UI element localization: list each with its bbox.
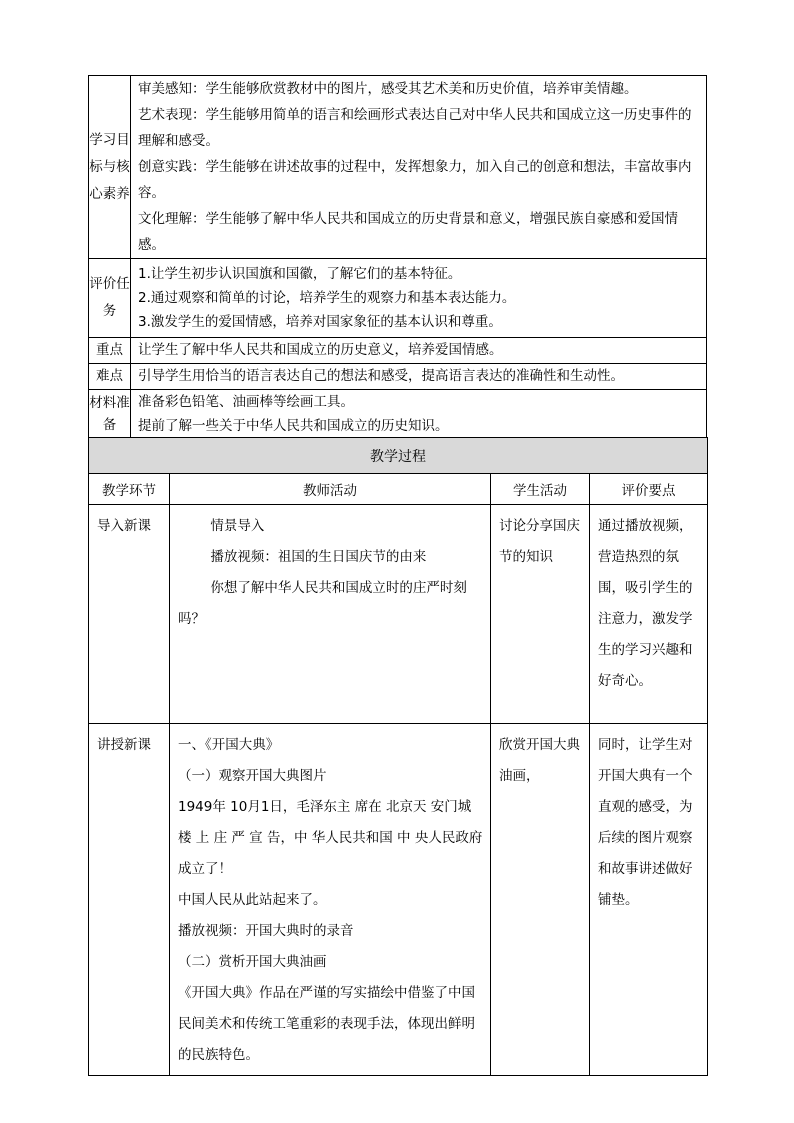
teaching-process-table: [88, 437, 708, 1076]
teacher-line: 1949年 10月1日，毛泽东主 席在 北京天 安门城 楼 上 庄 严 宣 告，中 华人民共和国 中 央人民政府 成立了！: [178, 799, 483, 877]
objective-line: 艺术表现：学生能够用简单的语言和绘画形式表达自己对中华人民共和国成立这一历史事件的理解和感受。: [138, 107, 692, 149]
student-activity-cell: 欣赏开国大典油画，: [491, 724, 590, 1076]
teacher-line: 情景导入: [210, 518, 265, 534]
column-header-student: 学生活动: [491, 474, 590, 505]
materials-line: 提前了解一些关于中华人民共和国成立的历史知识。: [138, 418, 449, 434]
teacher-activity-cell: [170, 724, 491, 1076]
teacher-activity-cell: [170, 505, 491, 724]
evaluation-line: 3.激发学生的爱国情感，培养对国家象征的基本认识和尊重。: [138, 314, 502, 330]
teacher-line: 你想了解中华人民共和国成立时的庄严时刻吗？: [178, 580, 467, 627]
objective-line: 文化理解：学生能够了解中华人民共和国成立的历史背景和意义，增强民族自豪感和爱国情感。: [138, 211, 678, 253]
materials-label: 材料准备: [89, 390, 131, 439]
difficulty-label: 难点: [89, 364, 131, 390]
key-point-row: [89, 338, 707, 364]
objectives-label: 学习目标与核心素养: [89, 76, 131, 259]
teacher-line: 播放视频：祖国的生日国庆节的由来: [210, 549, 427, 565]
evaluation-label: 评价任务: [89, 259, 131, 338]
objectives-content: [131, 76, 707, 259]
table-row: [89, 724, 708, 1076]
materials-row: [89, 390, 707, 439]
key-point-text: 让学生了解中华人民共和国成立的历史意义，培养爱国情感。: [131, 338, 707, 364]
materials-content: [131, 390, 707, 439]
column-header-stage: 教学环节: [89, 474, 170, 505]
evaluation-line: 1.让学生初步认识国旗和国徽，了解它们的基本特征。: [138, 266, 462, 282]
evaluation-line: 2.通过观察和简单的讨论，培养学生的观察力和基本表达能力。: [138, 290, 516, 306]
student-activity-cell: 讨论分享国庆节的知识: [491, 505, 590, 724]
process-title-row: [89, 438, 708, 474]
evaluation-row: [89, 259, 707, 338]
teacher-line: （一）观察开国大典图片: [178, 768, 327, 784]
teacher-line: 播放视频：开国大典时的录音: [178, 923, 354, 939]
column-header-eval: 评价要点: [590, 474, 708, 505]
teacher-line: 一、《开国大典》: [178, 737, 280, 753]
process-title: 教学过程: [89, 438, 708, 474]
teacher-line: （二）赏析开国大典油画: [178, 954, 327, 970]
eval-point-cell: 通过播放视频，营造热烈的氛围，吸引学生的注意力，激发学生的学习兴趣和好奇心。: [590, 505, 708, 724]
teacher-line: 《开国大典》作品在严谨的写实描绘中借鉴了中国民间美术和传统工笔重彩的表现手法，体现出鲜明的民族特色。: [178, 985, 475, 1063]
objective-line: 审美感知：学生能够欣赏教材中的图片，感受其艺术美和历史价值，培养审美情趣。: [138, 81, 638, 97]
table-row: [89, 505, 708, 724]
column-header-row: [89, 474, 708, 505]
stage-cell: 导入新课: [89, 505, 170, 724]
objective-line: 创意实践：学生能够在讲述故事的过程中，发挥想象力，加入自己的创意和想法，丰富故事内容。: [138, 159, 692, 201]
teacher-line: 中国人民从此站起来了。: [178, 892, 327, 908]
materials-line: 准备彩色铅笔、油画棒等绘画工具。: [138, 394, 354, 410]
stage-cell: 讲授新课: [89, 724, 170, 1076]
objectives-table: [88, 75, 707, 439]
column-header-teacher: 教师活动: [170, 474, 491, 505]
difficulty-row: [89, 364, 707, 390]
evaluation-content: [131, 259, 707, 338]
key-point-label: 重点: [89, 338, 131, 364]
eval-point-cell: 同时，让学生对开国大典有一个直观的感受，为后续的图片观察和故事讲述做好铺垫。: [590, 724, 708, 1076]
objectives-row: [89, 76, 707, 259]
difficulty-text: 引导学生用恰当的语言表达自己的想法和感受，提高语言表达的准确性和生动性。: [131, 364, 707, 390]
